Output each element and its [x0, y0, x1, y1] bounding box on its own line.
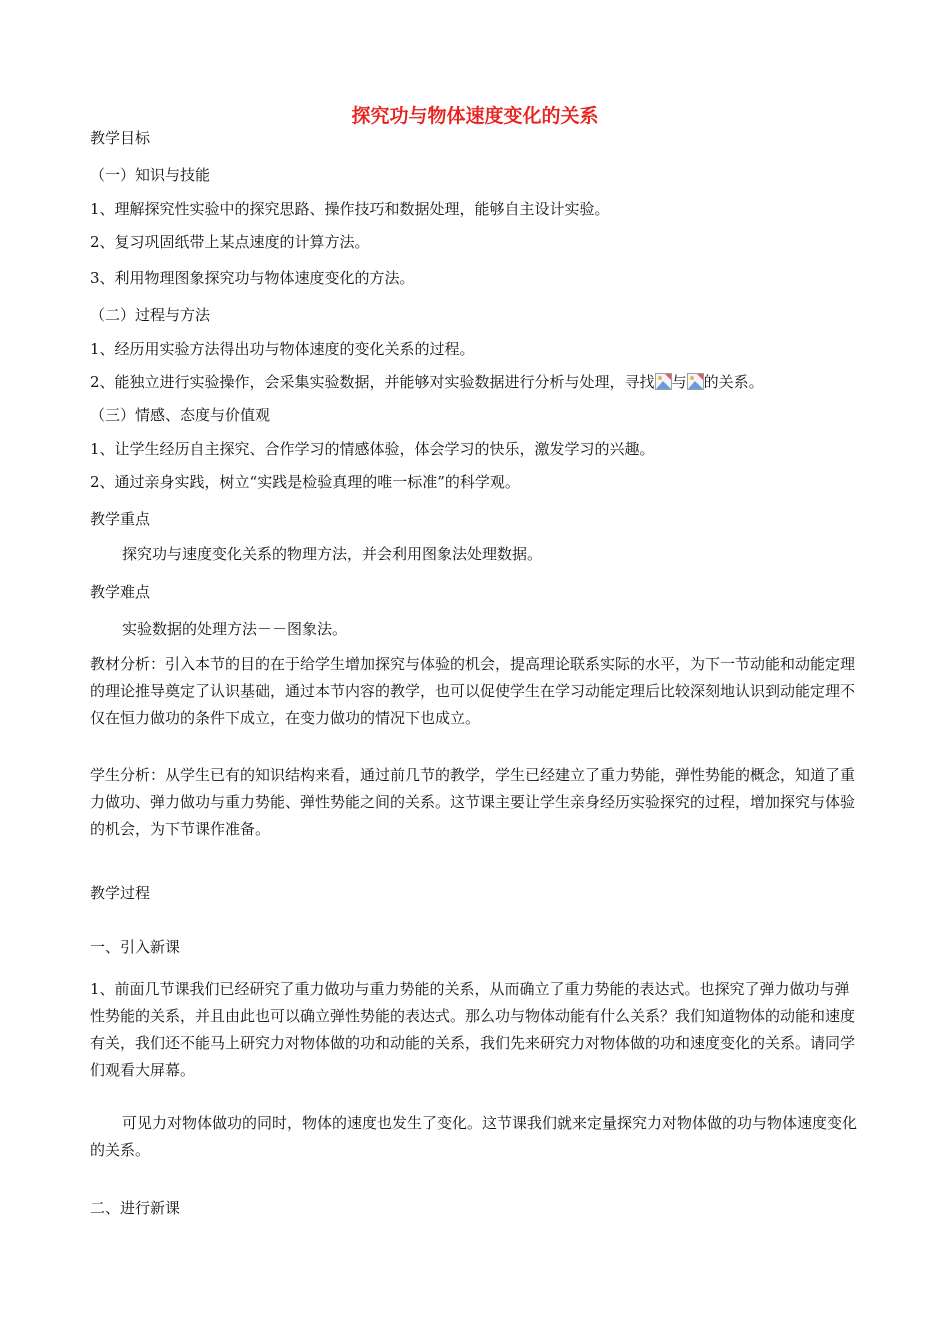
- section1-heading: （一）知识与技能: [90, 166, 211, 184]
- section2-item2-text-a: 2、能独立进行实验操作，会采集实验数据，并能够对实验数据进行分析与处理，寻找: [90, 373, 655, 391]
- part1-paragraph: 可见力对物体做功的同时，物体的速度也发生了变化。这节课我们就来定量探究力对物体做的功与物体速度变化的关系。: [90, 1114, 858, 1159]
- section2-item: [90, 372, 764, 392]
- section3-heading: （三）情感、态度与价值观: [90, 406, 271, 424]
- process-heading: 教学过程: [90, 884, 151, 902]
- part1-heading: 一、引入新课: [90, 938, 181, 956]
- difficulty-heading: 教学难点: [90, 583, 151, 601]
- section3-item: 1、让学生经历自主探究、合作学习的情感体验，体会学习的快乐，激发学习的兴趣。: [90, 440, 655, 458]
- section2-item2-text-c: 的关系。: [703, 373, 764, 391]
- broken-image-icon: [687, 373, 704, 390]
- part2-heading: 二、进行新课: [90, 1199, 181, 1217]
- broken-image-icon: [655, 373, 672, 390]
- section2-item: 1、经历用实验方法得出功与物体速度的变化关系的过程。: [90, 340, 475, 358]
- document-title: 探究功与物体速度变化的关系: [351, 105, 599, 127]
- objectives-heading: 教学目标: [90, 129, 151, 147]
- section2-item2-text-b: 与: [671, 373, 687, 391]
- student-analysis: 学生分析：从学生已有的知识结构来看，通过前几节的教学，学生已经建立了重力势能，弹性势能的概念，知道了重力做功、弹力做功与重力势能、弹性势能之间的关系。这节课主要让学生亲身经历实验探究的过程，增加探究与体验的机会，为下节课作准备。: [90, 766, 856, 838]
- key-point-text: 探究功与速度变化关系的物理方法，并会利用图象法处理数据。: [122, 545, 543, 563]
- section2-heading: （二）过程与方法: [90, 306, 211, 324]
- section1-item: 2、复习巩固纸带上某点速度的计算方法。: [90, 233, 370, 251]
- part1-paragraph: 1、前面几节课我们已经研究了重力做功与重力势能的关系，从而确立了重力势能的表达式。也探究了弹力做功与弹性势能的关系，并且由此也可以确立弹性势能的表达式。那么功与物体动能有什么关系？我们知道物体的动能和速度有关，我们还不能马上研究力对物体做的功和动能的关系，我们先来研究力对物体做的功和速度变化的关系。请同学们观看大屏幕。: [90, 980, 856, 1079]
- difficulty-text: 实验数据的处理方法－－图象法。: [122, 620, 348, 638]
- section3-item: 2、通过亲身实践，树立“实践是检验真理的唯一标准”的科学观。: [90, 473, 520, 491]
- material-analysis: 教材分析：引入本节的目的在于给学生增加探究与体验的机会，提高理论联系实际的水平，为下一节动能和动能定理的理论推导奠定了认识基础，通过本节内容的教学，也可以促使学生在学习动能定理后比较深刻地认识到动能定理不仅在恒力做功的条件下成立，在变力做功的情况下也成立。: [90, 655, 856, 727]
- section1-item: 1、理解探究性实验中的探究思路、操作技巧和数据处理，能够自主设计实验。: [90, 200, 610, 218]
- key-point-heading: 教学重点: [90, 510, 151, 528]
- section1-item: 3、利用物理图象探究功与物体速度变化的方法。: [90, 269, 415, 287]
